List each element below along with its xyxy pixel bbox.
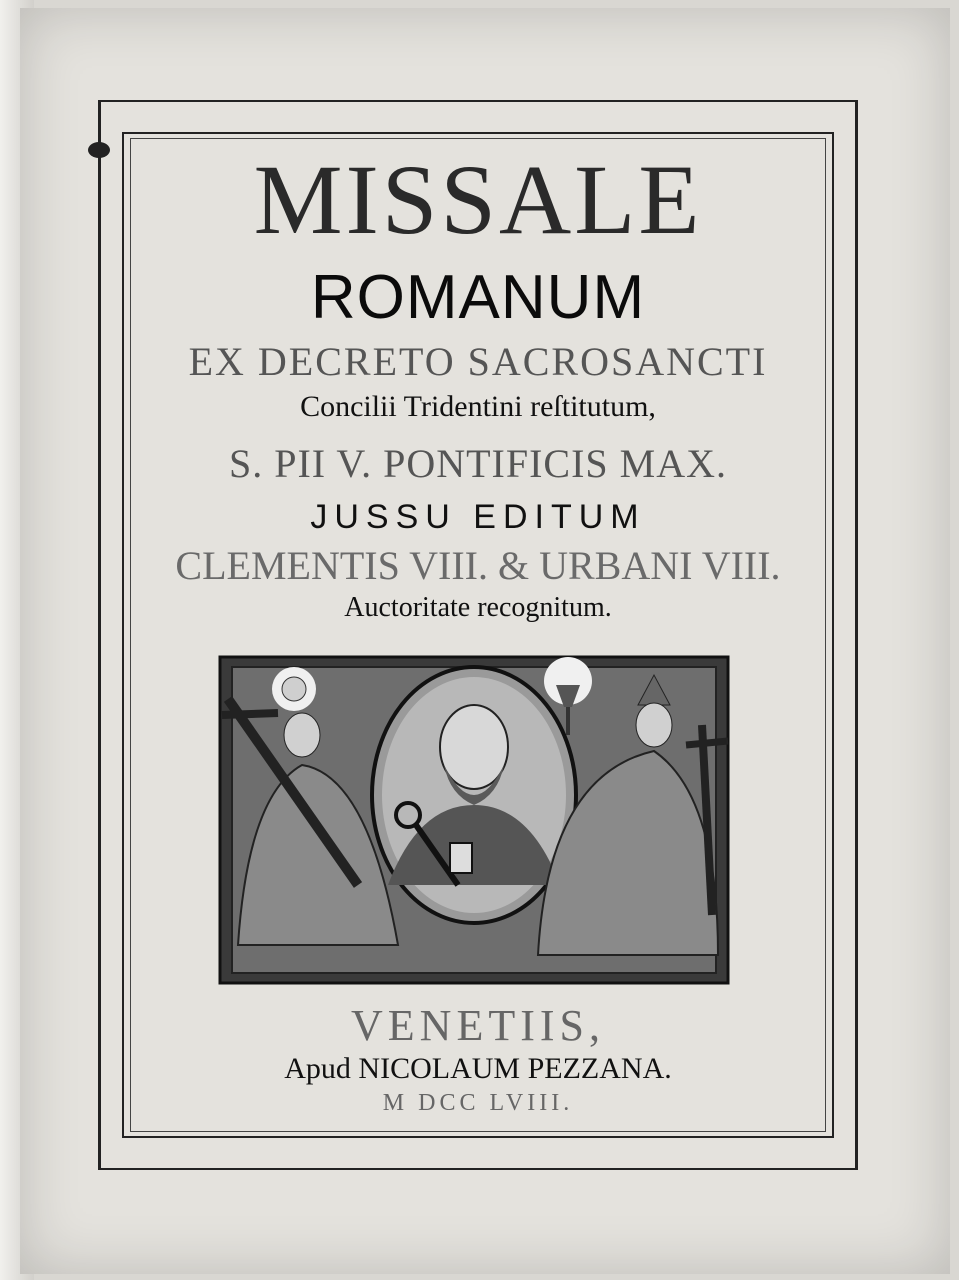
main-title: MISSALE [253, 144, 703, 255]
decree-line: EX DECRETO SACROSANCTI [188, 339, 768, 384]
edited-line: JUSSU EDITUM [310, 498, 646, 536]
pontiff-line: S. PII V. PONTIFICIS MAX. [228, 441, 728, 486]
popes-line: CLEMENTIS VIII. & URBANI VIII. [175, 543, 781, 588]
council-line: Concilii Tridentini reſtitutum, [300, 390, 656, 423]
printer-line: Apud NICOLAUM PEZZANA. [284, 1052, 672, 1085]
imprint-year: M DCC LVIII. [382, 1090, 574, 1116]
subtitle: ROMANUM [310, 263, 646, 332]
imprint-place: VENETIIS, [351, 1001, 605, 1050]
authority-line: Auctoritate recognitum. [344, 592, 612, 623]
engraving-illustration [218, 655, 730, 985]
